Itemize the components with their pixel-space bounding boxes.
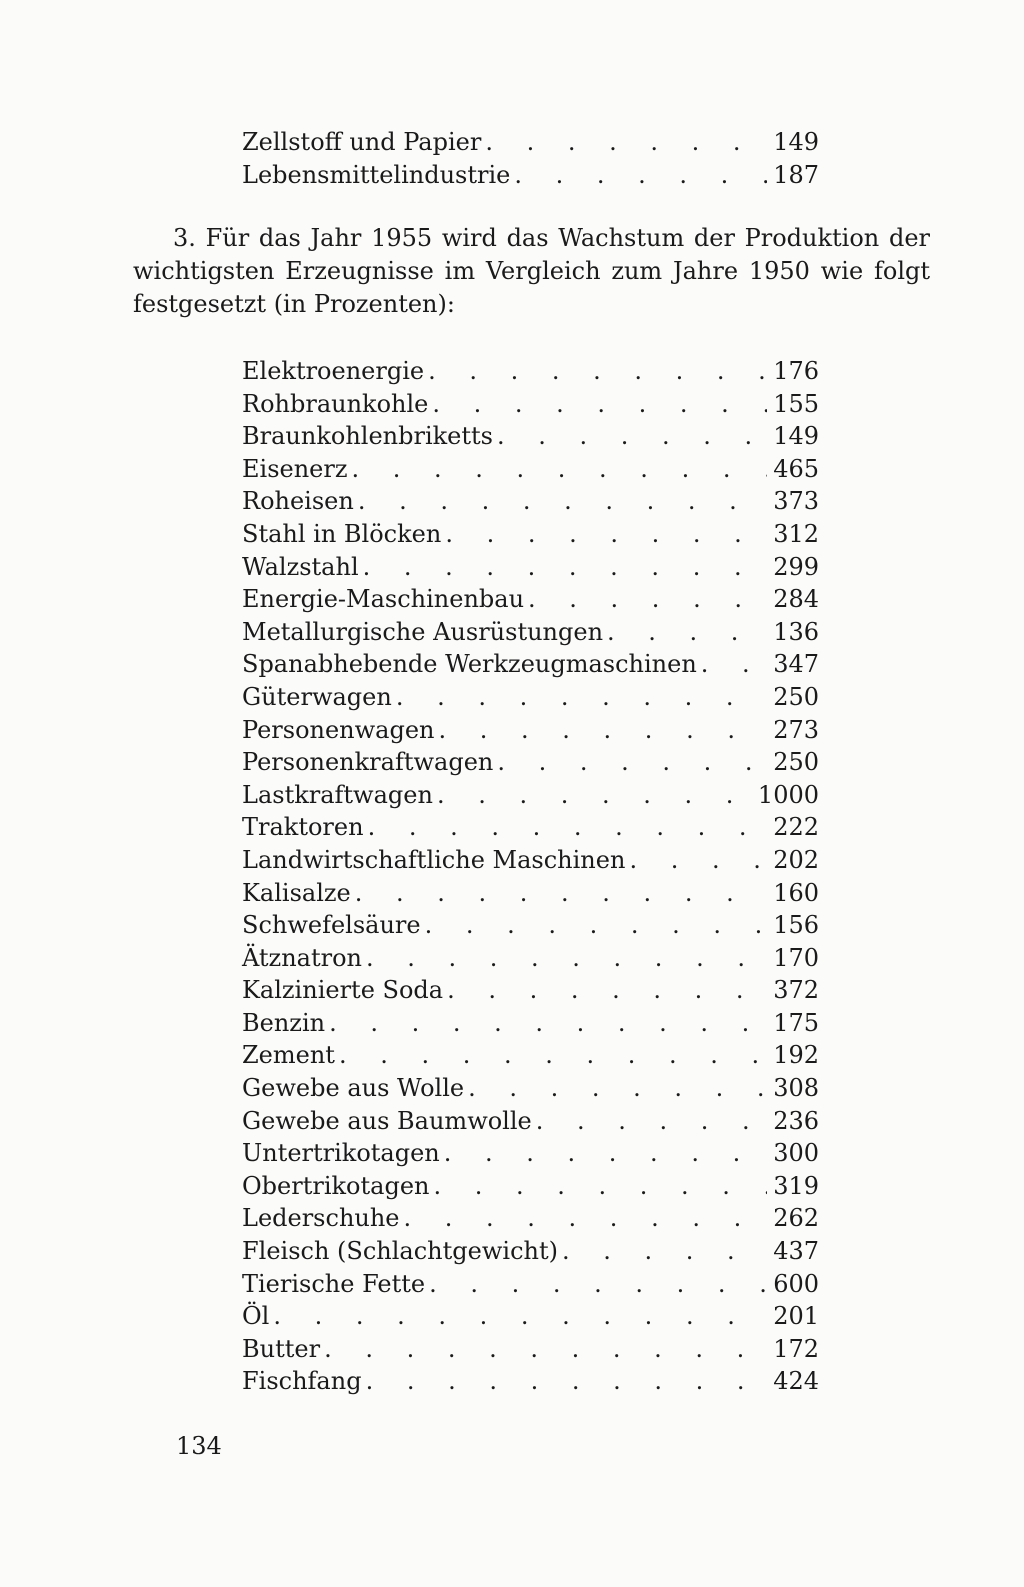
item-name: Kalisalze bbox=[242, 878, 351, 907]
item-value: 308 bbox=[773, 1074, 819, 1103]
item-value: 312 bbox=[773, 519, 819, 548]
list-item bbox=[242, 811, 819, 844]
item-value: 273 bbox=[773, 715, 819, 744]
item-name: Fleisch (Schlachtgewicht) bbox=[242, 1237, 558, 1266]
dot-leader bbox=[324, 1333, 767, 1366]
item-name: Gewebe aus Wolle bbox=[242, 1074, 465, 1103]
list-item bbox=[242, 942, 819, 975]
item-name: Ätznatron bbox=[242, 943, 362, 972]
item-name: Kalzinierte Soda bbox=[242, 976, 444, 1005]
item-value: 149 bbox=[773, 422, 819, 451]
item-value: 250 bbox=[773, 748, 819, 777]
item-name: Spanabhebende Werkzeugmaschinen bbox=[242, 650, 697, 679]
list-item bbox=[242, 485, 819, 518]
dot-leader bbox=[432, 388, 767, 421]
item-value: 437 bbox=[773, 1237, 819, 1266]
item-name: Lastkraftwagen bbox=[242, 780, 433, 809]
list-item bbox=[242, 877, 819, 910]
list-item bbox=[242, 1235, 819, 1268]
item-name: Obertrikotagen bbox=[242, 1171, 430, 1200]
item-value: 156 bbox=[773, 911, 819, 940]
dot-leader bbox=[439, 714, 768, 747]
list-item bbox=[242, 648, 819, 681]
dot-leader bbox=[497, 420, 767, 453]
list-item bbox=[242, 159, 819, 192]
item-name: Untertrikotagen bbox=[242, 1139, 440, 1168]
item-name: Personenwagen bbox=[242, 715, 435, 744]
list-item bbox=[242, 909, 819, 942]
item-value: 465 bbox=[773, 454, 819, 483]
dot-leader bbox=[536, 1105, 767, 1138]
dot-leader bbox=[437, 779, 752, 812]
item-name: Rohbraunkohle bbox=[242, 389, 429, 418]
top-list bbox=[242, 126, 819, 191]
dot-leader bbox=[444, 1137, 767, 1170]
dot-leader bbox=[629, 844, 767, 877]
item-value: 1000 bbox=[757, 780, 819, 809]
item-name: Metallurgische Ausrüstungen bbox=[242, 617, 604, 646]
item-name: Braunkohlenbriketts bbox=[242, 422, 493, 451]
list-item bbox=[242, 583, 819, 616]
item-name: Zement bbox=[242, 1041, 335, 1070]
dot-leader bbox=[562, 1235, 767, 1268]
list-item bbox=[242, 681, 819, 714]
item-name: Traktoren bbox=[242, 813, 364, 842]
section-paragraph: 3. Für das Jahr 1955 wird das Wachstum der Produktion der wichtigsten Erzeugnisse im Vergleich zum Jahre 1950 wie folgt festgesetzt (in Prozenten): bbox=[133, 224, 930, 318]
page-number: 134 bbox=[176, 1432, 222, 1460]
item-name: Güterwagen bbox=[242, 682, 392, 711]
item-value: 222 bbox=[773, 813, 819, 842]
list-item bbox=[242, 126, 819, 159]
dot-leader bbox=[514, 159, 767, 192]
item-value: 172 bbox=[773, 1334, 819, 1363]
item-name: Roheisen bbox=[242, 487, 354, 516]
list-item bbox=[242, 1137, 819, 1170]
list-item bbox=[242, 1300, 819, 1333]
item-name: Gewebe aus Baumwolle bbox=[242, 1106, 532, 1135]
list-item bbox=[242, 1039, 819, 1072]
dot-leader bbox=[352, 453, 768, 486]
dot-leader bbox=[339, 1039, 767, 1072]
item-value: 424 bbox=[773, 1367, 819, 1396]
item-value: 176 bbox=[773, 357, 819, 385]
dot-leader bbox=[607, 616, 767, 649]
dot-leader bbox=[429, 1268, 767, 1301]
item-value: 236 bbox=[773, 1106, 819, 1135]
list-item bbox=[242, 420, 819, 453]
list-item bbox=[242, 551, 819, 584]
item-value: 155 bbox=[773, 389, 819, 418]
dot-leader bbox=[404, 1202, 768, 1235]
item-value: 347 bbox=[773, 650, 819, 679]
item-name: Schwefelsäure bbox=[242, 911, 421, 940]
item-name: Benzin bbox=[242, 1008, 326, 1037]
item-value: 136 bbox=[773, 617, 819, 646]
item-value: 187 bbox=[773, 160, 819, 189]
list-item bbox=[242, 714, 819, 747]
item-value: 170 bbox=[773, 943, 819, 972]
dot-leader bbox=[273, 1300, 767, 1333]
list-item bbox=[242, 1007, 819, 1040]
dot-leader bbox=[329, 1007, 767, 1040]
item-name: Walzstahl bbox=[242, 552, 359, 581]
item-name: Landwirtschaftliche Maschinen bbox=[242, 845, 626, 874]
list-item bbox=[242, 518, 819, 551]
item-value: 160 bbox=[773, 878, 819, 907]
production-list bbox=[242, 355, 819, 1398]
item-value: 201 bbox=[773, 1302, 819, 1331]
dot-leader bbox=[497, 746, 767, 779]
item-value: 299 bbox=[773, 552, 819, 581]
item-value: 262 bbox=[773, 1204, 819, 1233]
list-item bbox=[242, 453, 819, 486]
item-value: 250 bbox=[773, 682, 819, 711]
dot-leader bbox=[528, 583, 767, 616]
dot-leader bbox=[701, 648, 767, 681]
list-item bbox=[242, 616, 819, 649]
list-item bbox=[242, 746, 819, 779]
dot-leader bbox=[425, 909, 768, 942]
item-name: Fischfang bbox=[242, 1367, 362, 1396]
item-name: Elektroenergie bbox=[242, 357, 425, 385]
list-item bbox=[242, 388, 819, 421]
item-value: 175 bbox=[773, 1008, 819, 1037]
item-value: 202 bbox=[773, 845, 819, 874]
dot-leader bbox=[358, 485, 767, 518]
list-item bbox=[242, 779, 819, 812]
dot-leader bbox=[366, 942, 767, 975]
list-item bbox=[242, 844, 819, 877]
item-value: 373 bbox=[773, 487, 819, 516]
list-item bbox=[242, 1365, 819, 1398]
item-value: 319 bbox=[773, 1171, 819, 1200]
item-value: 600 bbox=[773, 1269, 819, 1298]
item-name: Eisenerz bbox=[242, 454, 348, 483]
item-name: Personenkraftwagen bbox=[242, 748, 494, 777]
dot-leader bbox=[368, 811, 768, 844]
dot-leader bbox=[366, 1365, 768, 1398]
dot-leader bbox=[445, 518, 767, 551]
item-name: Butter bbox=[242, 1334, 321, 1363]
dot-leader bbox=[355, 877, 767, 910]
dot-leader bbox=[363, 551, 768, 584]
list-item bbox=[242, 1333, 819, 1366]
item-name: Energie-Maschinenbau bbox=[242, 585, 525, 614]
item-name: Zellstoff und Papier bbox=[242, 128, 482, 156]
item-name: Öl bbox=[242, 1302, 270, 1331]
item-value: 284 bbox=[773, 585, 819, 614]
item-value: 300 bbox=[773, 1139, 819, 1168]
list-item bbox=[242, 1105, 819, 1138]
dot-leader bbox=[485, 126, 767, 159]
item-name: Lebensmittelindustrie bbox=[242, 160, 511, 189]
list-item bbox=[242, 974, 819, 1007]
item-name: Tierische Fette bbox=[242, 1269, 426, 1298]
item-value: 149 bbox=[773, 128, 819, 156]
dot-leader bbox=[428, 355, 767, 388]
list-item bbox=[242, 1202, 819, 1235]
dot-leader bbox=[396, 681, 767, 714]
item-name: Stahl in Blöcken bbox=[242, 519, 442, 548]
list-item bbox=[242, 355, 819, 388]
item-value: 192 bbox=[773, 1041, 819, 1070]
list-item bbox=[242, 1268, 819, 1301]
dot-leader bbox=[468, 1072, 767, 1105]
list-item bbox=[242, 1072, 819, 1105]
list-item bbox=[242, 1170, 819, 1203]
dot-leader bbox=[433, 1170, 767, 1203]
item-name: Lederschuhe bbox=[242, 1204, 400, 1233]
dot-leader bbox=[447, 974, 767, 1007]
item-value: 372 bbox=[773, 976, 819, 1005]
